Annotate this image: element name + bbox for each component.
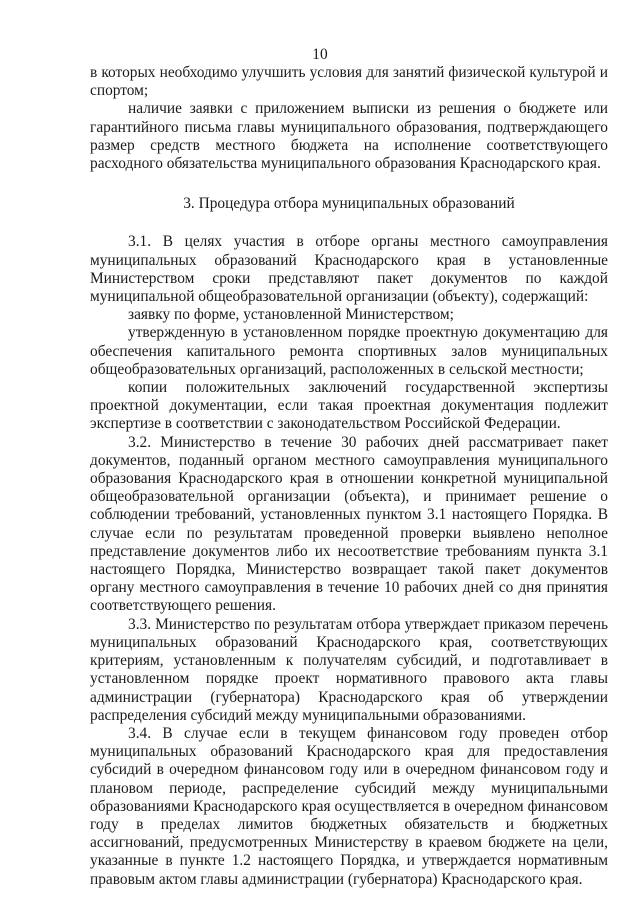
paragraph-3-3: 3.3. Министерство по результатам отбора утверждает приказом перечень муниципальных образований Краснодарского края, соответствующих критериям, установленным к получателям субсидий, и подготавливает в установленном порядке проект нормативного правового акта главы администрации (губернатора) Краснодарского края об утверждении распределения субсидий между муниципальными образованиями.	[90, 615, 608, 724]
page-number: 10	[312, 46, 328, 63]
section-heading: 3. Процедура отбора муниципальных образований	[183, 195, 515, 213]
paragraph-3-2: 3.2. Министерство в течение 30 рабочих дней рассматривает пакет документов, поданный органом местного самоуправления муниципального образования Краснодарского края в отношении конкретной муниципальной общеобразовательной организации (объекта), и принимает решение о соблюдении требований, установленных пунктом 3.1 настоящего Порядка. В случае если по результатам проведенной проверки выявлено неполное представление документов либо их несоответствие требованиям пункта 3.1 настоящего Порядка, Министерство возвращает такой пакет документов органу местного самоуправления в течение 10 рабочих дней со дня принятия соответствующего решения.	[90, 433, 608, 615]
paragraph-expertise-copies: копии положительных заключений государственной экспертизы проектной документации, если такая проектная документация подлежит экспертизе в соответствии с законодательством Российской Федерации.	[90, 379, 608, 433]
document-body	[90, 64, 608, 889]
paragraph-3-1: 3.1. В целях участия в отборе органы местного самоуправления муниципальных образований Краснодарского края в установленные Министерством сроки представляют пакет документов по каждой муниципальной общеобразовательной организации (объекту), содержащий:	[90, 233, 608, 306]
paragraph-3-4: 3.4. В случае если в текущем финансовом году проведен отбор муниципальных образований Краснодарского края для предоставления субсидий в очередном финансовом году или в очередном финансовом году и плановом периоде, распределение субсидий между муниципальными образованиями Краснодарского края осуществляется в очередном финансовом году в пределах лимитов бюджетных обязательств и бюджетных ассигнований, предусмотренных Министерству в краевом бюджете на цели, указанные в пункте 1.2 настоящего Порядка, и утверждается нормативным правовым актом главы администрации (губернатора) Краснодарского края.	[90, 724, 608, 888]
paragraph-application-form: заявку по форме, установленной Министерством;	[128, 306, 454, 324]
paragraph-continued: в которых необходимо улучшить условия для занятий физической культурой и спортом;	[90, 64, 608, 100]
paragraph-budget-application: наличие заявки с приложением выписки из решения о бюджете или гарантийного письма главы муниципального образования, подтверждающего размер средств местного бюджета на исполнение соответствующего расходного обязательства муниципального образования Краснодарского края.	[90, 100, 608, 173]
paragraph-project-documentation: утвержденную в установленном порядке проектную документацию для обеспечения капитального ремонта спортивных залов муниципальных общеобразовательных организаций, расположенных в сельской местности;	[90, 324, 608, 378]
